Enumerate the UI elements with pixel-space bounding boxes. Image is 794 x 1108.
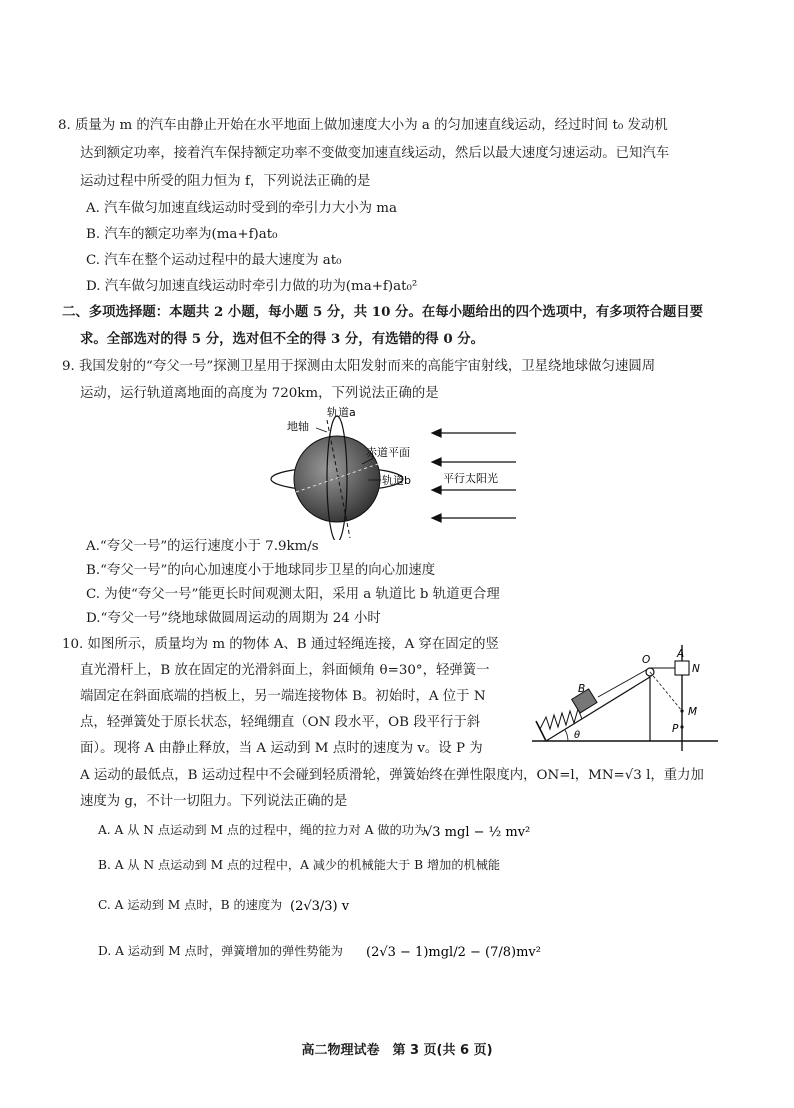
q10-option-c-text: C. A 运动到 M 点时，B 的速度为 — [98, 898, 283, 912]
label-orbit-b: 轨道b — [382, 474, 411, 487]
q10-option-a-math: √3 mgl − ½ mv² — [424, 825, 531, 840]
q10-option-a-formula — [424, 815, 534, 847]
q10-stem-line5: 面）。现将 A 由静止释放，当 A 运动到 M 点时的速度为 v。设 P 为 — [80, 741, 483, 756]
baffle — [536, 721, 546, 741]
label-orbit-a: 轨道a — [327, 406, 356, 419]
label-m: M — [688, 706, 698, 718]
label-equator: 赤道平面 — [366, 446, 410, 459]
point-m — [680, 709, 683, 712]
q9-earth-orbit-figure — [270, 402, 530, 540]
q10-stem-line3: 端固定在斜面底端的挡板上，另一端连接物体 B。初始时，A 位于 N — [80, 689, 486, 704]
q10-stem-line2: 直光滑杆上，B 放在固定的光滑斜面上，斜面倾角 θ=30°，轻弹簧一 — [80, 663, 490, 678]
point-p — [680, 725, 683, 728]
q9-option-a: A.“夸父一号”的运行速度小于 7.9km/s — [86, 539, 319, 554]
label-o: O — [642, 654, 651, 666]
q10-incline-figure — [522, 637, 722, 761]
q10-option-b: B. A 从 N 点运动到 M 点的过程中，A 减少的机械能大于 B 增加的机械能 — [98, 858, 501, 872]
spring — [540, 709, 582, 729]
q10-option-a-text: A. A 从 N 点运动到 M 点的过程中，绳的拉力对 A 做的功为 — [98, 823, 427, 837]
q8-stem-line2: 达到额定功率，接着汽车保持额定功率不变做变加速直线运动，然后以最大速度匀速运动。已知汽车 — [80, 146, 670, 161]
q8-stem-line1: 8. 质量为 m 的汽车由静止开始在水平地面上做加速度大小为 a 的匀加速直线运动，经过时间 t₀ 发动机 — [58, 118, 668, 133]
q8-stem-line3: 运动过程中所受的阻力恒为 f，下列说法正确的是 — [80, 174, 371, 189]
label-axis: 地轴 — [287, 420, 309, 433]
q8-option-a: A. 汽车做匀加速直线运动时受到的牵引力大小为 ma — [86, 201, 397, 216]
q10-stem-line7: 速度为 g，不计一切阻力。下列说法正确的是 — [80, 794, 348, 809]
q8-option-d: D. 汽车做匀加速直线运动时牵引力做的功为(ma+f)at₀² — [86, 279, 418, 294]
label-n: N — [692, 663, 700, 675]
q9-stem-line1: 9. 我国发射的“夸父一号”探测卫星用于探测由太阳发射而来的高能宇宙射线，卫星绕地球做匀速圆周 — [62, 359, 656, 374]
incline-surface — [546, 677, 650, 741]
q10-stem-line4: 点，轻弹簧处于原长状态，轻绳绷直（ON 段水平，OB 段平行于斜 — [80, 715, 481, 730]
label-sunlight: 平行太阳光 — [443, 472, 498, 485]
q10-option-c-math: (2√3/3) v — [290, 899, 350, 914]
block-a — [675, 661, 689, 675]
label-p: P — [672, 723, 679, 735]
q10-option-c-formula — [290, 885, 400, 921]
q10-stem-line6: A 运动的最低点，B 运动过程中不会碰到轻质滑轮，弹簧始终在弹性限度内，ON=l，MN=√3 l，重力加 — [80, 768, 704, 783]
label-theta: θ — [574, 730, 581, 741]
q10-option-d-math: (2√3 − 1)mgl/2 − (7/8)mv² — [366, 945, 541, 960]
q9-option-d: D.“夸父一号”绕地球做圆周运动的周期为 24 小时 — [86, 611, 381, 626]
q8-option-b: B. 汽车的额定功率为(ma+f)at₀ — [86, 227, 278, 242]
page-footer: 高二物理试卷 第 3 页(共 6 页) — [301, 1043, 493, 1058]
q8-option-c: C. 汽车在整个运动过程中的最大速度为 at₀ — [86, 253, 342, 268]
section2-header-line2: 求。全部选对的得 5 分，选对但不全的得 3 分，有选错的得 0 分。 — [80, 331, 485, 347]
q10-option-d-text: D. A 运动到 M 点时，弹簧增加的弹性势能为 — [98, 944, 343, 958]
q9-figure-svg — [270, 402, 530, 540]
q10-stem-line1: 10. 如图所示，质量均为 m 的物体 A、B 通过轻绳连接，A 穿在固定的竖 — [62, 637, 499, 652]
section2-header-line1: 二、多项选择题：本题共 2 小题，每小题 5 分，共 10 分。在每小题给出的四个选项中，有多项符合题目要 — [62, 304, 704, 320]
label-b: B — [578, 683, 586, 695]
q9-option-c: C. 为使“夸父一号”能更长时间观测太阳，采用 a 轨道比 b 轨道更合理 — [86, 587, 500, 602]
label-a: A — [677, 648, 685, 660]
q9-stem-line2: 运动，运行轨道离地面的高度为 720km，下列说法正确的是 — [80, 386, 439, 401]
theta-arc — [565, 730, 568, 741]
q9-option-b: B.“夸父一号”的向心加速度小于地球同步卫星的向心加速度 — [86, 563, 436, 578]
q10-option-d-formula — [366, 928, 596, 968]
q10-figure-svg — [522, 637, 722, 761]
